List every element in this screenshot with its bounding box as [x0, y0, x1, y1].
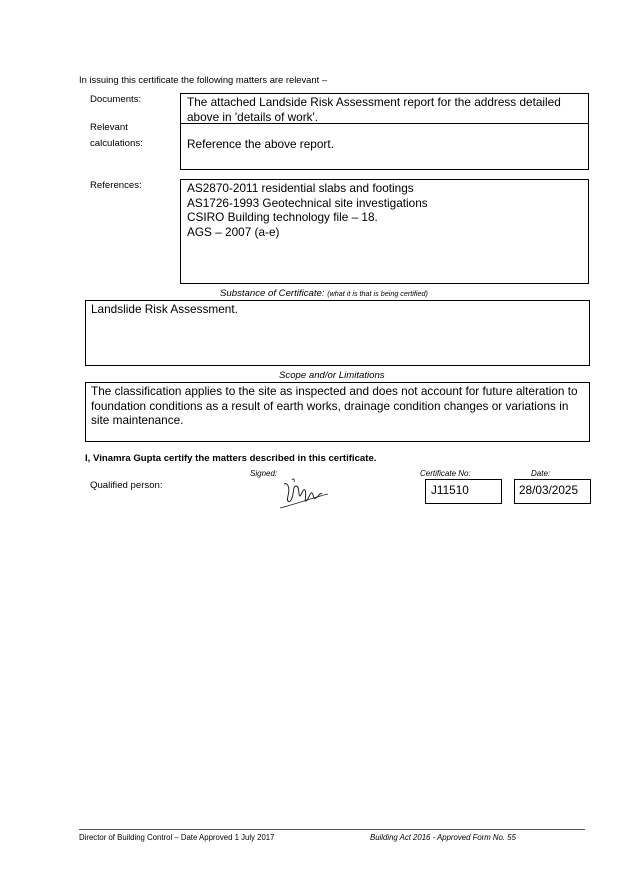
certificate-no-box [425, 479, 502, 504]
date-value: 28/03/2025 [519, 483, 579, 497]
footer-right: Building Act 2016 - Approved Form No. 55 [370, 833, 516, 842]
reference-line: CSIRO Building technology file – 18. [187, 210, 378, 224]
reference-line: AS2870-2011 residential slabs and footings [187, 181, 414, 195]
calculations-label-line2: calculations: [90, 138, 143, 149]
reference-line: AS1726-1993 Geotechnical site investigations [187, 195, 428, 210]
scope-value: The classification applies to the site as inspected and does not account for future alteration to foundation conditions as a result of earth works, drainage condition changes or variations in site maintenance. [91, 384, 578, 427]
reference-line: AGS – 2007 (a-e) [187, 224, 280, 239]
scope-caption: Scope and/or Limitations [279, 370, 385, 381]
signature [276, 474, 336, 514]
signed-label: Signed: [250, 469, 278, 478]
substance-caption-note: (what it is that is being certified) [327, 289, 428, 298]
references-box [180, 179, 589, 284]
certificate-no-value: J11510 [431, 483, 469, 497]
documents-value: The attached Landside Risk Assessment report for the address detailed above in 'details of work'. [187, 95, 561, 124]
date-box [514, 479, 591, 504]
certification-statement: I, Vinamra Gupta certify the matters described in this certificate. [85, 453, 377, 464]
substance-caption-title: Substance of Certificate: [220, 288, 325, 299]
calculations-box [180, 123, 589, 170]
substance-caption [220, 288, 428, 299]
scope-box [85, 382, 590, 442]
footer-divider [79, 829, 585, 830]
documents-box [180, 93, 589, 124]
certificate-no-label: Certificate No: [420, 469, 471, 478]
intro-text: In issuing this certificate the following matters are relevant – [79, 74, 328, 85]
calculations-label-line1: Relevant [90, 122, 128, 133]
calculations-value: Reference the above report. [187, 137, 334, 151]
documents-label: Documents: [90, 94, 142, 105]
date-label: Date: [531, 469, 551, 478]
references-list [187, 181, 428, 239]
substance-value: Landslide Risk Assessment. [91, 302, 238, 316]
footer-left: Director of Building Control – Date Approved 1 July 2017 [79, 833, 275, 842]
signature-icon [276, 474, 336, 514]
qualified-person-label: Qualified person: [90, 480, 163, 491]
references-label: References: [90, 180, 142, 191]
substance-box [85, 300, 590, 366]
